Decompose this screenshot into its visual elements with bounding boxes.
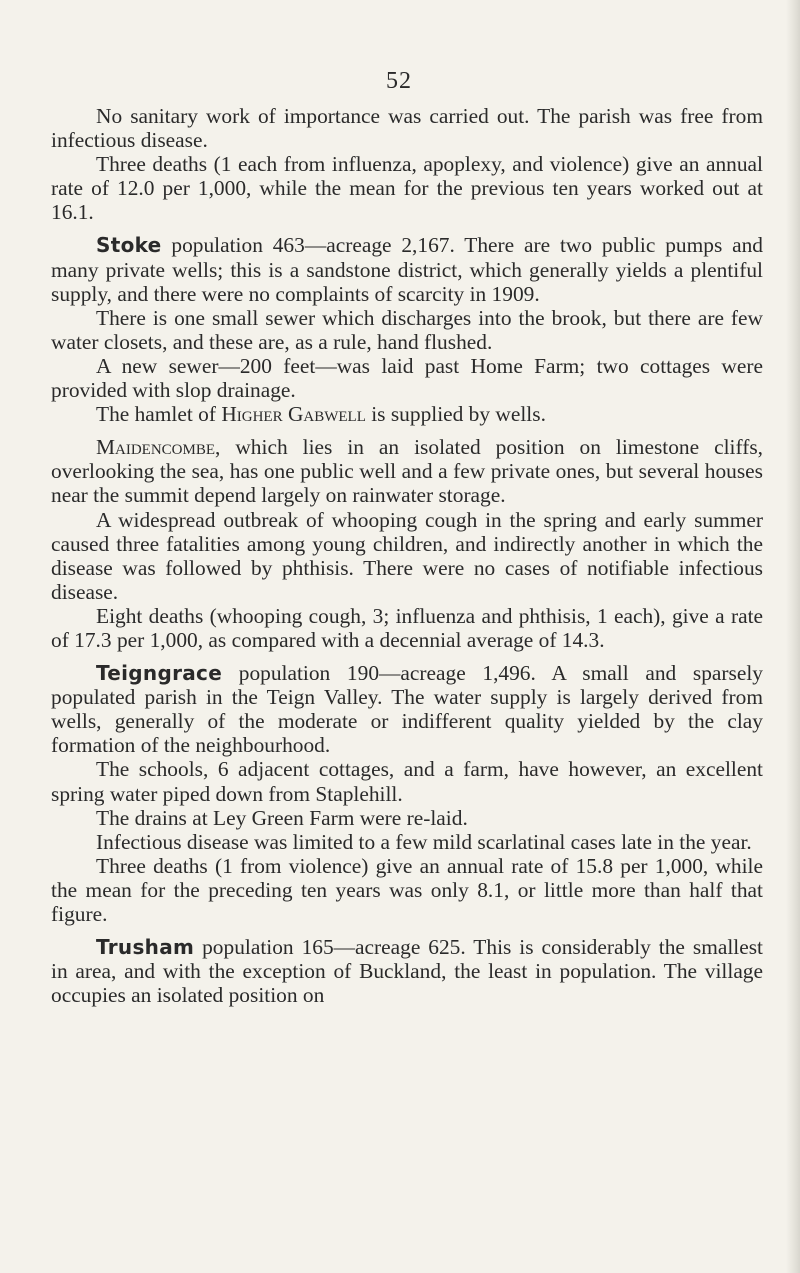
paragraph xyxy=(51,354,763,402)
paragraph-text: The hamlet of xyxy=(96,402,222,427)
paragraph-text: Three deaths (1 from violence) give an annual rate of 15.8 per 1,000, while the mean for the preceding ten years was only 8.1, or little more than half that figure. xyxy=(51,853,763,926)
place-name-maidencombe: Maidencombe xyxy=(96,435,216,460)
paragraph-text: Three deaths (1 each from influenza, apoplexy, and violence) give an annual rate of 12.0 per 1,000, while the mean for the previous ten years worked out at 16.1. xyxy=(51,152,763,225)
body-text xyxy=(51,104,763,1007)
paragraph xyxy=(51,854,763,926)
paragraph-text: A widespread outbreak of whooping cough in the spring and early summer caused three fatalities among young children, and indirectly another in which the disease was followed by phthisis. There were no cases of notifiable infectious disease. xyxy=(51,507,763,604)
paragraph-text: , which lies in an isolated position on limestone cliffs, overlooking the sea, has one public well and a few private ones, but several houses near the summit depend largely on rainwater storage. xyxy=(51,435,763,508)
paragraph-text: The drains at Ley Green Farm were re-laid. xyxy=(96,805,468,830)
paragraph xyxy=(51,806,763,830)
paragraph xyxy=(51,604,763,652)
paragraph xyxy=(51,935,763,1007)
paragraph-text: There is one small sewer which discharges into the brook, but there are few water closets, and these are, as a rule, hand flushed. xyxy=(51,305,763,354)
paragraph xyxy=(51,306,763,354)
paragraph-text: Infectious disease was limited to a few mild scarlatinal cases late in the year. xyxy=(96,829,752,854)
parish-heading-teigngrace: Teigngrace xyxy=(96,661,223,686)
page-edge xyxy=(786,0,800,1273)
paragraph-text: No sanitary work of importance was carried out. The parish was free from infectious disease. xyxy=(51,104,763,153)
paragraph-text: is supplied by wells. xyxy=(365,402,546,427)
paragraph xyxy=(51,757,763,805)
parish-heading-trusham: Trusham xyxy=(96,935,195,960)
paragraph xyxy=(51,661,763,757)
paragraph xyxy=(51,104,763,152)
paragraph xyxy=(51,830,763,854)
paragraph-text: population 190—acreage 1,496. A small and sparsely populated parish in the Teign Valley. The water supply is largely derived from wells, generally of the moderate or indifferent quality yielded by the clay formation of the neighbourhood. xyxy=(51,661,763,758)
paragraph xyxy=(51,402,763,426)
paragraph-text: A new sewer—200 feet—was laid past Home Farm; two cottages were provided with slop drainage. xyxy=(51,353,763,403)
paragraph-text: population 463—acreage 2,167. There are two public pumps and many private wells; this is a sandstone district, which generally yields a plentiful supply, and there were no complaints of scarcity in 1909. xyxy=(51,233,763,306)
parish-heading-stoke: Stoke xyxy=(96,233,162,258)
paragraph-text: population 165—acreage 625. This is considerably the smallest in area, and with the exception of Buckland, the least in population. The village occupies an isolated position on xyxy=(51,935,763,1008)
paragraph-text: The schools, 6 adjacent cottages, and a farm, have however, an excellent spring water piped down from Staplehill. xyxy=(51,757,763,806)
place-name-higher-gabwell: Higher Gabwell xyxy=(221,402,366,427)
paragraph xyxy=(51,152,763,224)
page-number: 52 xyxy=(386,68,412,94)
paragraph xyxy=(51,435,763,507)
paragraph xyxy=(51,233,763,305)
paragraph-text: Eight deaths (whooping cough, 3; influenza and phthisis, 1 each), give a rate of 17.3 per 1,000, as compared with a decennial average of 14.3. xyxy=(51,603,763,652)
paragraph xyxy=(51,508,763,604)
